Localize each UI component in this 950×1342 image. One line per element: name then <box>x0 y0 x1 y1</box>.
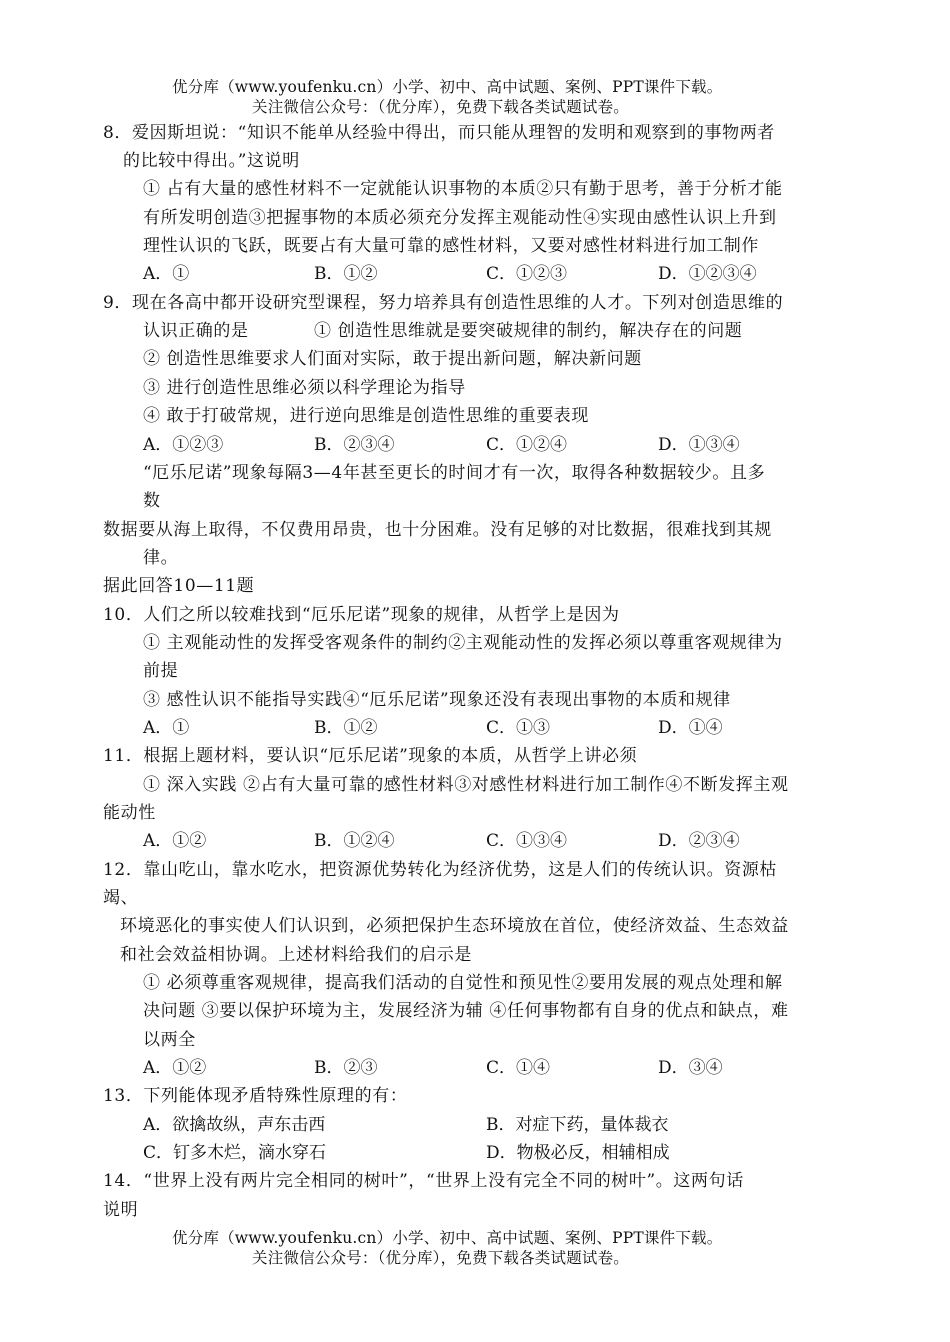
q8-statement-line-3: 理性认识的飞跃，既要占有大量可靠的感性材料，又要对感性材料进行加工制作 <box>143 236 759 256</box>
q10-option-a: A．① <box>143 718 190 738</box>
q8-stem-line-1: 8．爱因斯坦说：“知识不能单从经验中得出，而只能从理智的发明和观察到的事物两者 <box>103 123 775 143</box>
q12-option-d: D．③④ <box>658 1058 723 1078</box>
q9-option-b: B．②③④ <box>314 435 395 455</box>
header-line-1: 优分库（www.youfenku.cn）小学、初中、高中试题、案例、PPT课件下载。 <box>172 78 723 96</box>
q12-option-c: C．①④ <box>486 1058 551 1078</box>
q9-option-a: A．①②③ <box>143 435 224 455</box>
q9-statement-2: ② 创造性思维要求人们面对实际，敢于提出新问题，解决新问题 <box>143 349 642 369</box>
q12-stem-line-4: 和社会效益相协调。上述材料给我们的启示是 <box>120 945 472 965</box>
q13-option-a: A．欲擒故纵，声东击西 <box>143 1115 326 1135</box>
q11-option-c: C．①③④ <box>486 831 568 851</box>
q9-statement-4: ④ 敢于打破常规，进行逆向思维是创造性思维的重要表现 <box>143 406 590 426</box>
q8-option-d: D．①②③④ <box>658 264 757 284</box>
q8-stem-line-2: 的比较中得出。”这说明 <box>123 151 300 171</box>
q14-stem-line-2: 说明 <box>103 1200 139 1220</box>
q11-option-d: D．②③④ <box>658 831 740 851</box>
material-line-4: 律。 <box>143 548 179 568</box>
q8-statement-line-2: 有所发明创造③把握事物的本质必须充分发挥主观能动性④实现由感性认识上升到 <box>143 208 777 228</box>
q12-option-a: A．①② <box>143 1058 207 1078</box>
q12-stem-line-2: 竭、 <box>103 888 139 908</box>
q12-statement-line-2: 决问题 ③要以保护环境为主，发展经济为辅 ④任何事物都有自身的优点和缺点，难 <box>143 1001 789 1021</box>
q10-stem: 10．人们之所以较难找到“厄乐尼诺”现象的规律，从哲学上是因为 <box>103 605 620 625</box>
q10-statement-line-1: ① 主观能动性的发挥受客观条件的制约②主观能动性的发挥必须以尊重客观规律为 <box>143 633 783 653</box>
q12-stem-line-1: 12．靠山吃山，靠水吃水，把资源优势转化为经济优势，这是人们的传统认识。资源枯 <box>103 860 778 880</box>
q10-option-b: B．①② <box>314 718 378 738</box>
material-line-1: “厄乐尼诺”现象每隔3—4年甚至更长的时间才有一次，取得各种数据较少。且多 <box>143 463 766 483</box>
q10-statement-line-3: ③ 感性认识不能指导实践④“厄乐尼诺”现象还没有表现出事物的本质和规律 <box>143 690 731 710</box>
q9-statement-1: ① 创造性思维就是要突破规律的制约，解决存在的问题 <box>314 321 743 341</box>
q9-stem-line-1: 9．现在各高中都开设研究型课程，努力培养具有创造性思维的人才。下列对创造思维的 <box>103 293 784 313</box>
q9-statement-3: ③ 进行创造性思维必须以科学理论为指导 <box>143 378 466 398</box>
q11-statement-line-1: ① 深入实践 ②占有大量可靠的感性材料③对感性材料进行加工制作④不断发挥主观 <box>143 775 789 795</box>
q12-statement-line-3: 以两全 <box>143 1030 196 1050</box>
q12-stem-line-3: 环境恶化的事实使人们认识到，必须把保护生态环境放在首位，使经济效益、生态效益 <box>120 916 789 936</box>
material-line-2: 数 <box>143 491 161 511</box>
q8-option-b: B．①② <box>314 264 378 284</box>
q8-option-c: C．①②③ <box>486 264 568 284</box>
q9-option-c: C．①②④ <box>486 435 568 455</box>
q10-option-d: D．①④ <box>658 718 723 738</box>
q12-option-b: B．②③ <box>314 1058 378 1078</box>
q8-option-a: A．① <box>143 264 190 284</box>
footer-line-1: 优分库（www.youfenku.cn）小学、初中、高中试题、案例、PPT课件下载。 <box>172 1229 723 1247</box>
q10-statement-line-2: 前提 <box>143 661 179 681</box>
material-line-3: 数据要从海上取得，不仅费用昂贵，也十分困难。没有足够的对比数据，很难找到其规 <box>103 520 772 540</box>
q11-option-a: A．①② <box>143 831 207 851</box>
q9-stem-line-2: 认识正确的是 <box>143 321 249 341</box>
q11-statement-line-2: 能动性 <box>103 803 156 823</box>
q13-option-b: B．对症下药，量体裁衣 <box>486 1115 669 1135</box>
q13-stem: 13．下列能体现矛盾特殊性原理的有： <box>103 1086 408 1106</box>
header-line-2: 关注微信公众号：（优分库），免费下载各类试题试卷。 <box>252 98 630 116</box>
material-instruction: 据此回答10—11题 <box>103 576 255 596</box>
q11-stem: 11．根据上题材料，要认识“厄乐尼诺”现象的本质，从哲学上讲必须 <box>103 746 638 766</box>
q9-option-d: D．①③④ <box>658 435 740 455</box>
q12-statement-line-1: ① 必须尊重客观规律，提高我们活动的自觉性和预见性②要用发展的观点处理和解 <box>143 973 783 993</box>
q13-option-c: C．钉多木烂，滴水穿石 <box>143 1143 327 1163</box>
q8-statement-line-1: ① 占有大量的感性材料不一定就能认识事物的本质②只有勤于思考，善于分析才能 <box>143 179 783 199</box>
q11-option-b: B．①②④ <box>314 831 395 851</box>
q10-option-c: C．①③ <box>486 718 551 738</box>
q13-option-d: D．物极必反，相辅相成 <box>486 1143 670 1163</box>
footer-line-2: 关注微信公众号：（优分库），免费下载各类试题试卷。 <box>252 1249 630 1267</box>
q14-stem-line-1: 14．“世界上没有两片完全相同的树叶”，“世界上没有完全不同的树叶”。这两句话 <box>103 1171 744 1191</box>
